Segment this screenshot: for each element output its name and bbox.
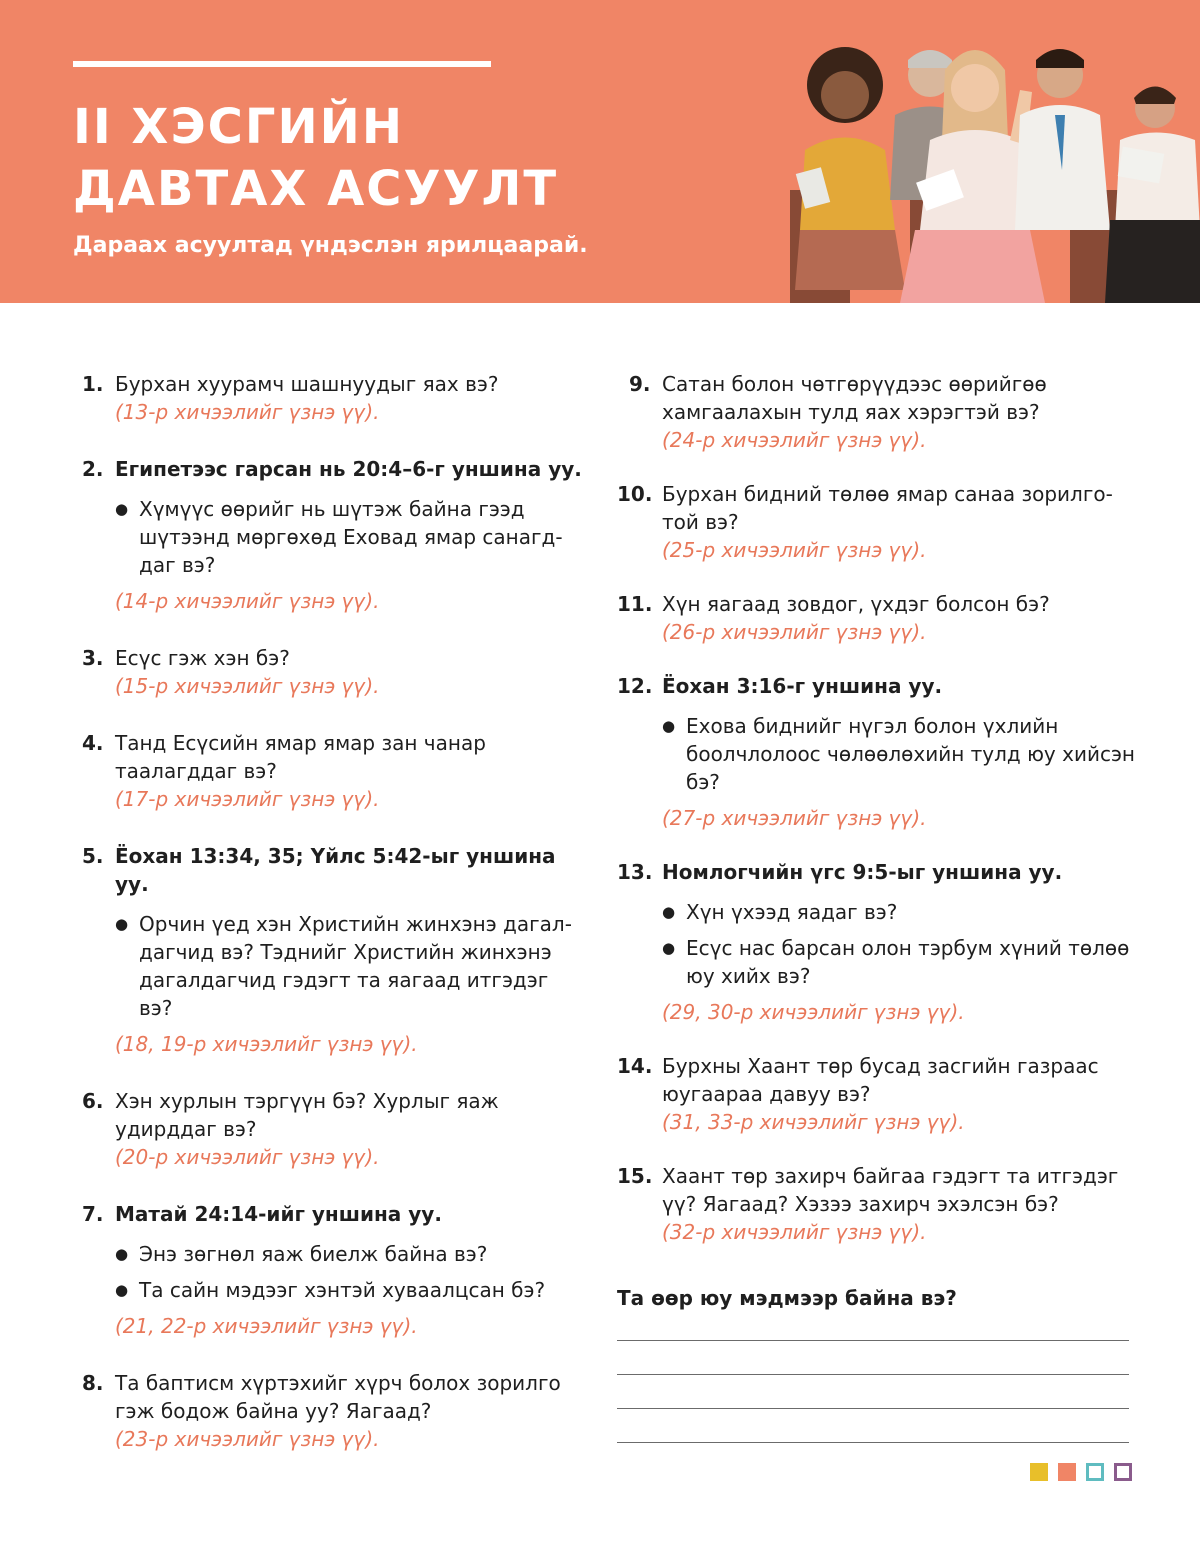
question-4 [82,729,582,813]
bullet-item: ● Хүмүүс өөрийг нь шүтэж байна гээд шүтээнд мөргөхөд Еховад ямар санагддаг вэ? [115,495,582,579]
question-text: Ёохан 3:16-г уншина уу. [662,674,943,698]
lesson-reference: (27-р хичээлийг үзнэ үү). [662,806,927,830]
header-banner [0,0,1200,303]
question-8 [82,1369,582,1453]
question-number: 7. [82,1202,104,1226]
bullet-item: ● Ехова биднийг нүгэл болон үхлийн боолчлолоос чөлөөлөхийн тулд юу хийсэн бэ? [662,712,1137,796]
page-title [73,96,558,220]
lesson-reference: (21, 22-р хичээлийг үзнэ үү). [115,1314,418,1338]
question-text: Номлогчийн үгс 9:5-ыг уншина уу. [662,860,1063,884]
question-15 [617,1162,1137,1246]
question-10 [617,480,1137,564]
question-text: Хаант төр захирч байгаа гэдэгт та итгэдэг үү? Яагаад? Хэзээ захирч эхэлсэн бэ? [662,1164,1119,1216]
lesson-reference: (14-р хичээлийг үзнэ үү). [115,589,380,613]
bullet-list [115,495,582,579]
lesson-reference: (24-р хичээлийг үзнэ үү). [662,428,927,452]
question-text: Сатан болон чөтгөрүүдээс өөрийгөө хамгаалахын тулд яах хэрэгтэй вэ? [662,372,1047,424]
lesson-reference: (18, 19-р хичээлийг үзнэ үү). [115,1032,418,1056]
bullet-item: ● Есүс нас барсан олон тэрбум хүний төлөө юу хийх вэ? [662,934,1137,990]
question-number: 10. [617,482,653,506]
question-text: Бурхны Хаант төр бусад засгийн газраас юугаараа давуу вэ? [662,1054,1099,1106]
square-yellow [1030,1463,1048,1481]
lesson-reference: (17-р хичээлийг үзнэ үү). [115,787,380,811]
note-line[interactable] [617,1374,1129,1375]
question-7 [82,1200,582,1340]
lesson-reference: (31, 33-р хичээлийг үзнэ үү). [662,1110,965,1134]
question-number: 9. [629,372,651,396]
note-line[interactable] [617,1408,1129,1409]
question-text: Есүс гэж хэн бэ? [115,646,290,670]
question-5 [82,842,582,1058]
note-line[interactable] [617,1442,1129,1443]
square-teal-outline [1086,1463,1104,1481]
question-14 [617,1052,1137,1136]
question-text: Та баптисм хүртэхийг хүрч болох зорилго гэж бодож байна уу? Яагаад? [115,1371,561,1423]
question-number: 3. [82,646,104,670]
notes-title: Та өөр юу мэдмээр байна вэ? [617,1286,957,1310]
questions-column-right [617,370,1137,1443]
question-3 [82,644,582,700]
question-number: 11. [617,592,653,616]
lesson-reference: (29, 30-р хичээлийг үзнэ үү). [662,1000,965,1024]
lesson-reference: (26-р хичээлийг үзнэ үү). [662,620,927,644]
people-illustration [770,30,1200,303]
questions-column-left [82,370,582,1453]
question-text: Танд Есүсийн ямар ямар зан чанар таалагддаг вэ? [115,731,486,783]
square-purple-outline [1114,1463,1132,1481]
question-6 [82,1087,582,1171]
question-number: 2. [82,457,104,481]
question-text: Хэн хурлын тэргүүн бэ? Хурлыг яаж удирддаг вэ? [115,1089,499,1141]
bullet-item: ● Хүн үхээд яадаг вэ? [662,898,1137,926]
lesson-reference: (25-р хичээлийг үзнэ үү). [662,538,927,562]
question-text: Бурхан хуурамч шашнуудыг яах вэ? [115,372,499,396]
question-number: 8. [82,1371,104,1395]
question-text: Бурхан бидний төлөө ямар санаа зорилготой вэ? [662,482,1113,534]
question-number: 4. [82,731,104,755]
question-number: 6. [82,1089,104,1113]
lesson-reference: (20-р хичээлийг үзнэ үү). [115,1145,380,1169]
question-number: 12. [617,674,653,698]
question-number: 13. [617,860,653,884]
square-orange [1058,1463,1076,1481]
lesson-reference: (15-р хичээлийг үзнэ үү). [115,674,380,698]
header-rule [73,61,491,67]
bullet-list [662,898,1137,990]
bullet-item: ● Энэ зөгнөл яаж биелж байна вэ? [115,1240,582,1268]
question-number: 1. [82,372,104,396]
question-number: 5. [82,844,104,868]
lesson-reference: (23-р хичээлийг үзнэ үү). [115,1427,380,1451]
lesson-reference: (13-р хичээлийг үзнэ үү). [115,400,380,424]
question-13 [617,858,1137,1026]
title-line-1: II ХЭСГИЙН [73,99,404,155]
question-text: Матай 24:14-ийг уншина уу. [115,1202,442,1226]
bullet-item: ● Орчин үед хэн Христийн жинхэнэ дагалдагчид вэ? Тэднийг Христийн жинхэнэ дагалдагчид гэдэгт та яагаад итгэдэг вэ? [115,910,582,1022]
bullet-list [662,712,1137,796]
question-2 [82,455,582,615]
question-1 [82,370,582,426]
question-9 [617,370,1137,454]
page-subtitle: Дараах асуултад үндэслэн ярилцаарай. [73,233,588,258]
question-11 [617,590,1137,646]
question-12 [617,672,1137,832]
question-text: Хүн яагаад зовдог, үхдэг болсон бэ? [662,592,1050,616]
question-text: Ёохан 13:34, 35; Үйлс 5:42-ыг уншина уу. [115,844,556,896]
note-line[interactable] [617,1340,1129,1341]
bullet-item: ● Та сайн мэдээг хэнтэй хуваалцсан бэ? [115,1276,582,1304]
bullet-list [115,1240,582,1304]
lesson-reference: (32-р хичээлийг үзнэ үү). [662,1220,927,1244]
question-number: 14. [617,1054,653,1078]
bullet-list [115,910,582,1022]
question-text: Египетээс гарсан нь 20:4–6-г уншина уу. [115,457,582,481]
title-line-2: ДАВТАХ АСУУЛТ [73,161,559,217]
question-number: 15. [617,1164,653,1188]
